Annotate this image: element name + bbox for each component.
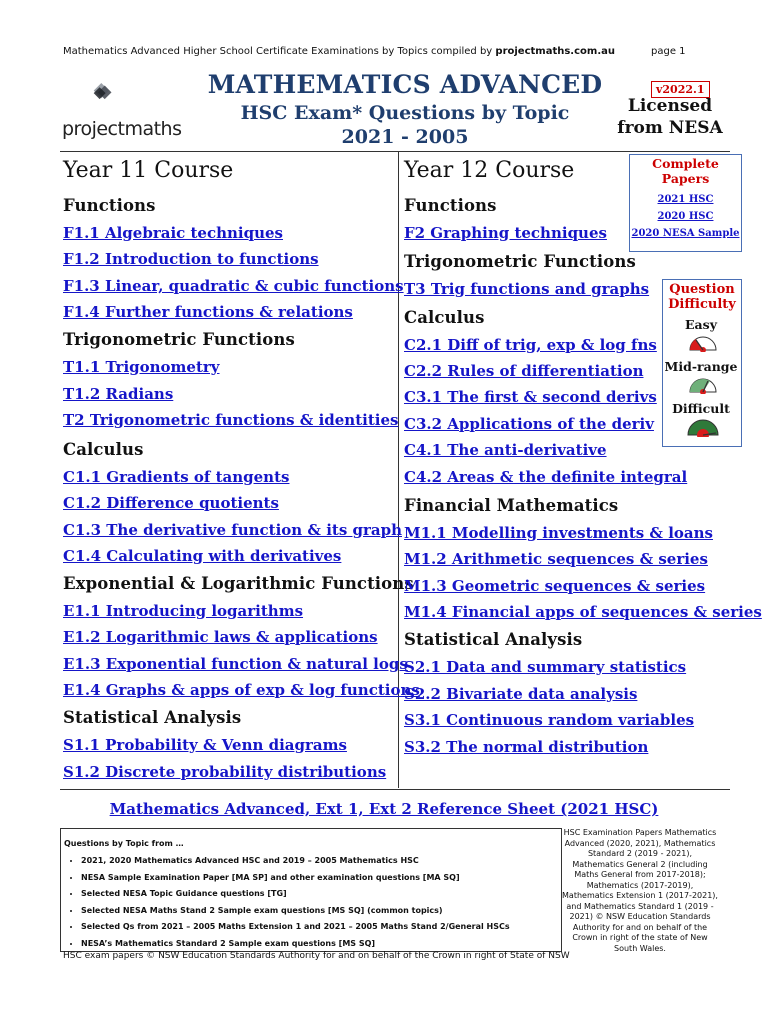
link-m1-2[interactable]: M1.2 Arithmetic sequences & series — [404, 550, 708, 568]
link-e1-2[interactable]: E1.2 Logarithmic laws & applications — [63, 628, 378, 646]
link-s2-1[interactable]: S2.1 Data and summary statistics — [404, 658, 687, 676]
licensed-note — [615, 95, 725, 139]
link-c4-1[interactable]: C4.1 The anti-derivative — [404, 441, 607, 459]
source-item: • 2021, 2020 Mathematics Advanced HSC and 2019 – 2005 Mathematics HSC — [81, 853, 510, 870]
y12-section-calculus: Calculus — [404, 308, 485, 327]
complete-papers-title-2: Papers — [661, 171, 710, 186]
lower-divider — [60, 789, 730, 790]
year-range: 2021 - 2005 — [341, 126, 469, 148]
link-e1-4[interactable]: E1.4 Graphs & apps of exp & log functions — [63, 681, 420, 699]
link-m1-1[interactable]: M1.1 Modelling investments & loans — [404, 524, 713, 542]
year12-heading: Year 12 Course — [404, 158, 575, 183]
link-m1-4[interactable]: M1.4 Financial apps of sequences & series — [404, 603, 762, 621]
page-subtitle: HSC Exam* Questions by Topic — [240, 102, 570, 124]
link-c1-4[interactable]: C1.4 Calculating with derivatives — [63, 547, 342, 565]
y12-section-trig: Trigonometric Functions — [404, 252, 636, 271]
link-f1-1[interactable]: F1.1 Algebraic techniques — [63, 224, 283, 242]
licensed-line2: from NESA — [617, 118, 723, 138]
y12-section-financial: Financial Mathematics — [404, 496, 619, 515]
source-item: • Selected NESA Topic Guidance questions [TG] — [81, 886, 510, 903]
licensed-line1: Licensed — [627, 96, 713, 116]
source-item: • Selected Qs from 2021 – 2005 Maths Extension 1 and 2021 – 2005 Maths Stand 2/General HSCs — [81, 919, 510, 936]
difficulty-label-easy: Easy — [685, 317, 717, 332]
link-t3[interactable]: T3 Trig functions and graphs — [404, 280, 650, 298]
y11-section-functions: Functions — [63, 196, 156, 215]
link-s2-2[interactable]: S2.2 Bivariate data analysis — [404, 685, 638, 703]
easy-gauge-icon — [688, 334, 718, 352]
paper-link-2020-nesa-sample[interactable]: 2020 NESA Sample — [631, 228, 740, 239]
compiled-by-prefix: Mathematics Advanced Higher School Certificate Examinations by Topics compiled by — [63, 46, 493, 57]
link-f1-2[interactable]: F1.2 Introduction to functions — [63, 250, 319, 268]
difficult-gauge-icon — [686, 417, 720, 437]
sources-list — [61, 853, 510, 952]
y11-section-trig: Trigonometric Functions — [63, 330, 295, 349]
link-c1-3[interactable]: C1.3 The derivative function & its graph — [63, 521, 402, 539]
link-c1-1[interactable]: C1.1 Gradients of tangents — [63, 468, 290, 486]
reference-sheet-link[interactable]: Mathematics Advanced, Ext 1, Ext 2 Reference Sheet (2021 HSC) — [109, 800, 659, 818]
nesa-copyright-note: HSC Examination Papers Mathematics Advanced (2020, 2021), Mathematics Standard 2 (2019 - 2021), Mathematics General 2 (including Maths General from 2017-2018); Mathematics (2017-2019), Mathematics Extension 1 (2017-2021), and Mathematics Standard 1 (2019 - 2021) © NSW Education Standards Authority for and on behalf of the Crown in right of the state of New South Wales. — [562, 828, 718, 953]
projectmaths-logo-icon — [92, 76, 142, 118]
y11-section-stats: Statistical Analysis — [63, 708, 242, 727]
page-number: page 1 — [651, 46, 686, 57]
difficulty-label-mid: Mid-range — [664, 359, 738, 374]
page-title: MATHEMATICS ADVANCED — [207, 70, 603, 99]
difficulty-title-1: Question — [669, 282, 735, 297]
mid-range-gauge-icon — [688, 376, 718, 394]
link-s3-1[interactable]: S3.1 Continuous random variables — [404, 711, 695, 729]
complete-papers-box — [629, 154, 742, 252]
link-f2[interactable]: F2 Graphing techniques — [404, 224, 607, 242]
link-c2-2[interactable]: C2.2 Rules of differentiation — [404, 362, 644, 380]
link-c3-1[interactable]: C3.1 The first & second derivs — [404, 388, 657, 406]
link-e1-1[interactable]: E1.1 Introducing logarithms — [63, 602, 304, 620]
difficulty-title-2: Difficulty — [668, 297, 736, 312]
link-e1-3[interactable]: E1.3 Exponential function & natural logs — [63, 655, 408, 673]
copyright-line: HSC exam papers © NSW Education Standards Authority for and on behalf of the Crown in right of State of NSW — [63, 951, 570, 961]
link-f1-3[interactable]: F1.3 Linear, quadratic & cubic functions — [63, 277, 404, 295]
link-t1-2[interactable]: T1.2 Radians — [63, 385, 174, 403]
link-c1-2[interactable]: C1.2 Difference quotients — [63, 494, 279, 512]
logo-text: projectmaths — [62, 118, 182, 140]
version-badge: v2022.1 — [651, 81, 710, 98]
header-divider — [60, 151, 730, 152]
link-s1-1[interactable]: S1.1 Probability & Venn diagrams — [63, 736, 347, 754]
y11-section-explog: Exponential & Logarithmic Functions — [63, 574, 414, 593]
source-item: • NESA’s Mathematics Standard 2 Sample exam questions [MS SQ] — [81, 936, 510, 953]
link-c2-1[interactable]: C2.1 Diff of trig, exp & log fns — [404, 336, 657, 354]
sources-title: Questions by Topic from … — [64, 839, 184, 848]
link-f1-4[interactable]: F1.4 Further functions & relations — [63, 303, 353, 321]
sources-box — [60, 828, 562, 952]
link-s1-2[interactable]: S1.2 Discrete probability distributions — [63, 763, 387, 781]
link-c3-2[interactable]: C3.2 Applications of the deriv — [404, 415, 654, 433]
link-t1-1[interactable]: T1.1 Trigonometry — [63, 358, 220, 376]
paper-link-2021-hsc[interactable]: 2021 HSC — [657, 194, 714, 205]
difficulty-label-difficult: Difficult — [672, 401, 730, 416]
y12-section-stats: Statistical Analysis — [404, 630, 583, 649]
complete-papers-title-1: Complete — [652, 156, 719, 171]
link-m1-3[interactable]: M1.3 Geometric sequences & series — [404, 577, 706, 595]
y11-section-calculus: Calculus — [63, 440, 144, 459]
compiled-by-site[interactable]: projectmaths.com.au — [495, 46, 615, 57]
link-t2[interactable]: T2 Trigonometric functions & identities — [63, 411, 399, 429]
source-item: • NESA Sample Examination Paper [MA SP] and other examination questions [MA SQ] — [81, 870, 510, 887]
link-c4-2[interactable]: C4.2 Areas & the definite integral — [404, 468, 688, 486]
year11-heading: Year 11 Course — [63, 158, 234, 183]
y12-section-functions: Functions — [404, 196, 497, 215]
link-s3-2[interactable]: S3.2 The normal distribution — [404, 738, 649, 756]
compiled-by-line — [63, 46, 615, 57]
source-item: • Selected NESA Maths Stand 2 Sample exam questions [MS SQ] (common topics) — [81, 903, 510, 920]
paper-link-2020-hsc[interactable]: 2020 HSC — [657, 211, 714, 222]
